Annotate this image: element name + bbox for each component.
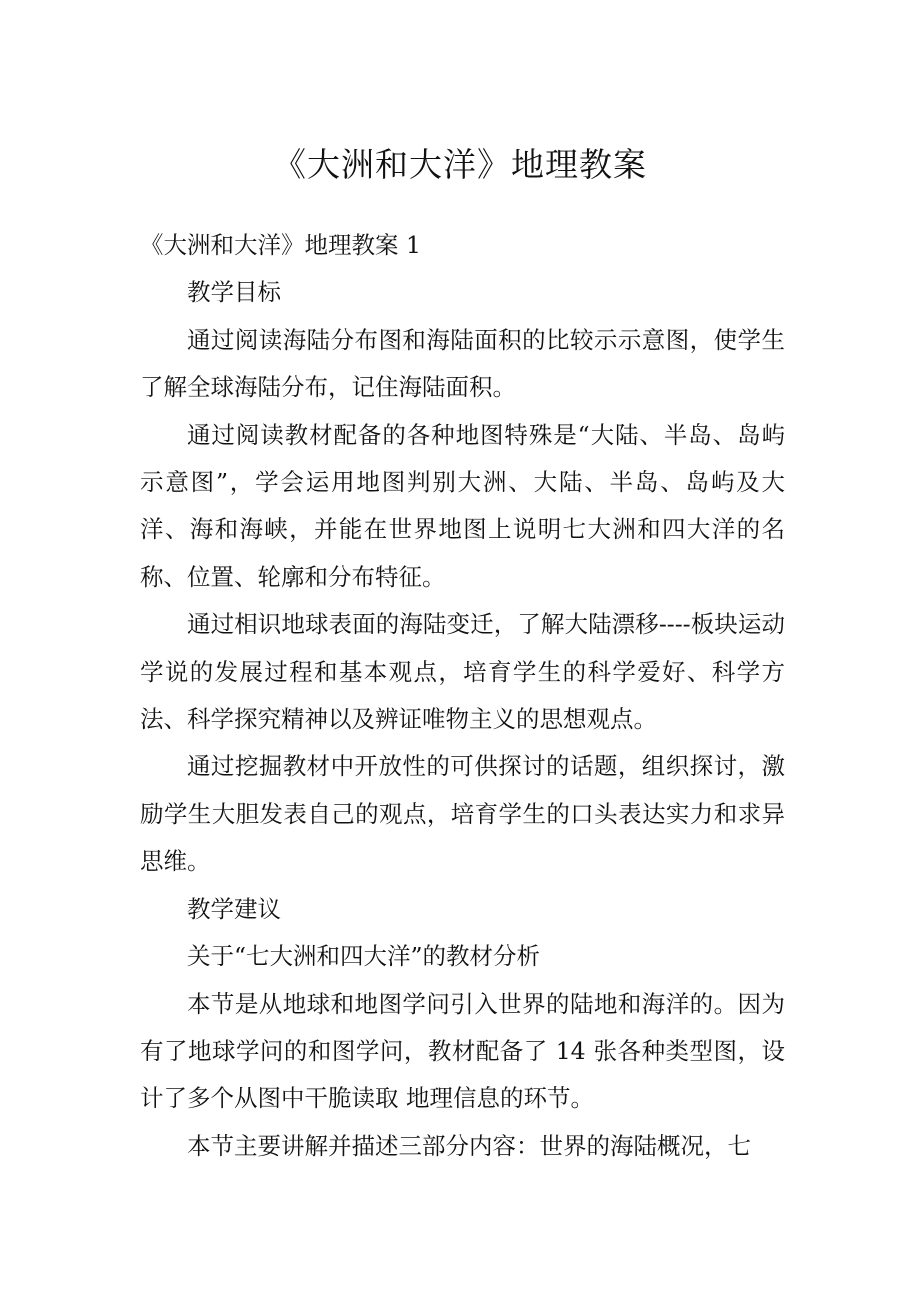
- paragraph: 本节是从地球和地图学问引入世界的陆地和海洋的。因为有了地球学问的和图学问，教材配备了 14 张各种类型图，设计了多个从图中干脆读取 地理信息的环节。: [140, 989, 785, 1113]
- paragraph: 通过阅读海陆分布图和海陆面积的比较示示意图，使学生了解全球海陆分布，记住海陆面积。: [140, 325, 785, 402]
- document-title: 《大洲和大洋》地理教案: [273, 145, 647, 184]
- paragraph: 本节主要讲解并描述三部分内容：世界的海陆概况，七: [187, 1131, 751, 1160]
- paragraph: 通过相识地球表面的海陆变迁，了解大陆漂移----板块运动学说的发展过程和基本观点，培育学生的科学爱好、科学方法、科学探究精神以及辨证唯物主义的思想观点。: [140, 610, 785, 734]
- paragraph: 通过挖掘教材中开放性的可供探讨的话题，组织探讨，激励学生大胆发表自己的观点，培育学生的口头表达实力和求异思维。: [140, 752, 785, 876]
- paragraph: 通过阅读教材配备的各种地图特殊是“大陆、半岛、岛屿示意图”，学会运用地图判别大洲、大陆、半岛、岛屿及大洋、海和海峡，并能在世界地图上说明七大洲和四大洋的名称、位置、轮廓和分布特征。: [140, 420, 785, 591]
- paragraph: 《大洲和大洋》地理教案 1: [140, 231, 421, 259]
- paragraph: 关于“七大洲和四大洋”的教材分析: [187, 942, 541, 971]
- paragraph: 教学目标: [187, 278, 281, 307]
- document-body: [140, 222, 785, 1170]
- paragraph: 教学建议: [187, 894, 281, 923]
